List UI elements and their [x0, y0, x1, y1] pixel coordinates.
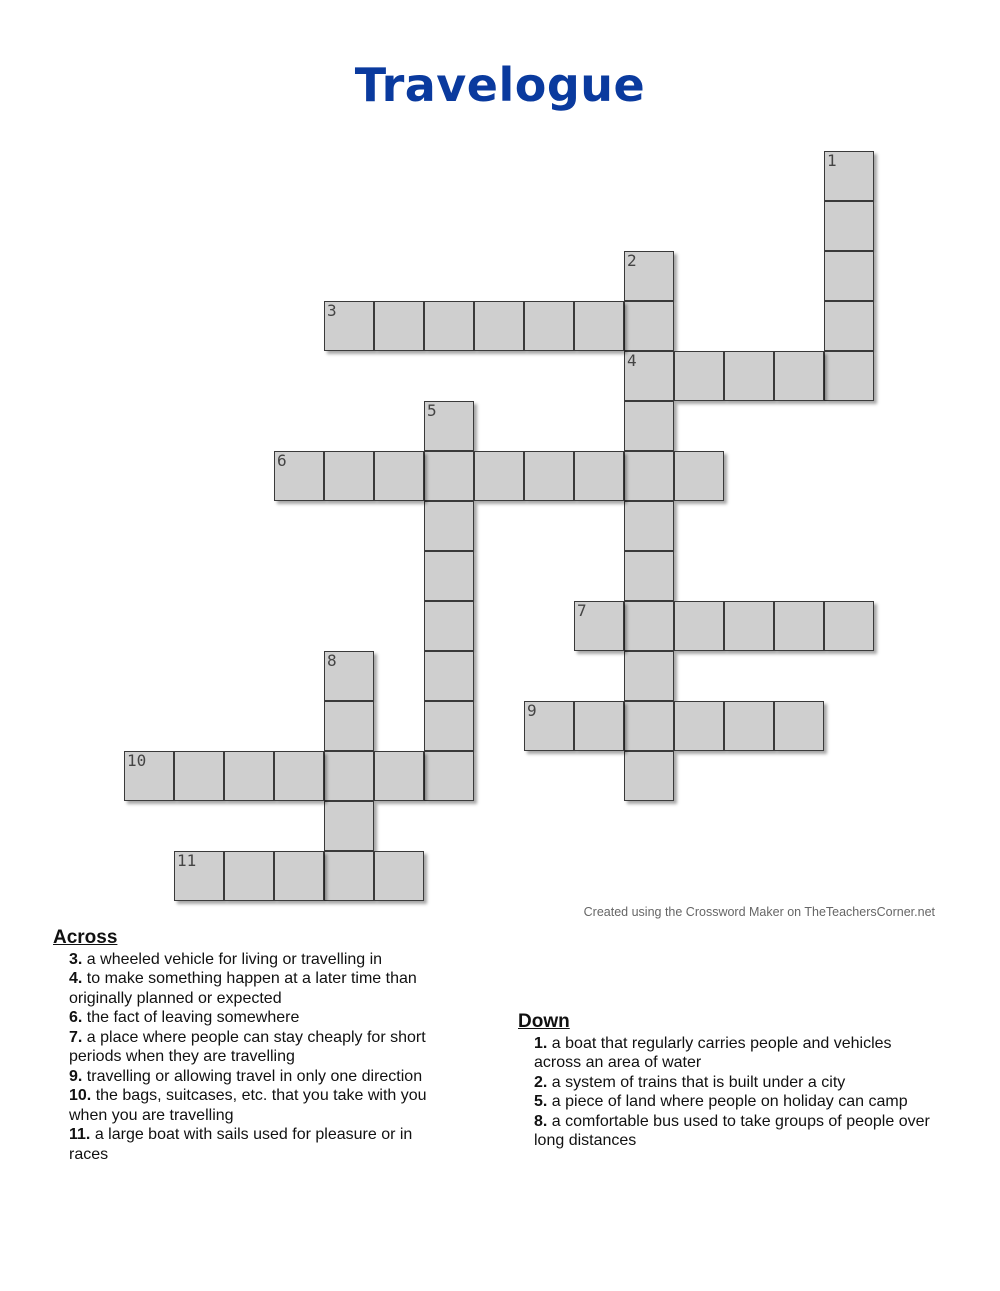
- grid-cell[interactable]: [524, 301, 574, 351]
- grid-cell[interactable]: [724, 351, 774, 401]
- down-clue-list: [518, 1034, 938, 1151]
- grid-cell[interactable]: [274, 751, 324, 801]
- grid-cell[interactable]: [124, 751, 174, 801]
- grid-cell[interactable]: [574, 601, 624, 651]
- cell-number: 4: [627, 351, 637, 370]
- grid-cell[interactable]: [774, 351, 824, 401]
- grid-cell[interactable]: [424, 751, 474, 801]
- grid-cell[interactable]: [824, 201, 874, 251]
- grid-cell[interactable]: [774, 601, 824, 651]
- grid-cell[interactable]: [374, 851, 424, 901]
- cell-number: 11: [177, 851, 197, 870]
- grid-cell[interactable]: [324, 851, 374, 901]
- grid-cell[interactable]: [174, 851, 224, 901]
- down-clue: [518, 1092, 938, 1112]
- clue-text: a comfortable bus used to take groups of people over long distances: [534, 1112, 930, 1149]
- grid-cell[interactable]: [424, 701, 474, 751]
- across-clue: [53, 1008, 453, 1028]
- across-clue: [53, 1067, 453, 1087]
- clue-number: 9.: [69, 1067, 83, 1085]
- clue-number: 6.: [69, 1009, 83, 1026]
- grid-cell[interactable]: [474, 451, 524, 501]
- clue-number: 8.: [534, 1112, 548, 1130]
- grid-cell[interactable]: [624, 451, 674, 501]
- grid-cell[interactable]: [424, 301, 474, 351]
- across-clue: [53, 969, 453, 1008]
- grid-cell[interactable]: [824, 601, 874, 651]
- grid-cell[interactable]: [624, 651, 674, 701]
- across-clue: [53, 1086, 453, 1125]
- grid-cell[interactable]: [624, 751, 674, 801]
- cell-number: 3: [327, 301, 337, 320]
- grid-cell[interactable]: [424, 601, 474, 651]
- down-clue: [518, 1112, 938, 1151]
- grid-cell[interactable]: [424, 451, 474, 501]
- grid-cell[interactable]: [374, 751, 424, 801]
- grid-cell[interactable]: [274, 451, 324, 501]
- grid-cell[interactable]: [624, 301, 674, 351]
- credit-line: Created using the Crossword Maker on TheTeachersCorner.net: [583, 905, 935, 919]
- grid-cell[interactable]: [624, 251, 674, 301]
- grid-cell[interactable]: [574, 301, 624, 351]
- grid-cell[interactable]: [324, 451, 374, 501]
- grid-cell[interactable]: [274, 851, 324, 901]
- grid-cell[interactable]: [624, 351, 674, 401]
- across-clue: [53, 950, 453, 970]
- grid-cell[interactable]: [424, 401, 474, 451]
- clue-number: 1.: [534, 1034, 548, 1052]
- grid-cell[interactable]: [374, 301, 424, 351]
- down-clue: [518, 1034, 938, 1073]
- grid-cell[interactable]: [624, 601, 674, 651]
- grid-cell[interactable]: [374, 451, 424, 501]
- grid-cell[interactable]: [824, 351, 874, 401]
- grid-cell[interactable]: [624, 701, 674, 751]
- grid-cell[interactable]: [824, 301, 874, 351]
- grid-cell[interactable]: [424, 651, 474, 701]
- clue-number: 3.: [69, 950, 83, 968]
- across-clue-list: [53, 950, 453, 1165]
- grid-cell[interactable]: [674, 351, 724, 401]
- clue-number: 11.: [69, 1126, 91, 1143]
- clue-text: travelling or allowing travel in only one direction: [86, 1067, 423, 1085]
- across-heading: Across: [53, 927, 118, 948]
- grid-cell[interactable]: [624, 551, 674, 601]
- grid-cell[interactable]: [324, 301, 374, 351]
- grid-cell[interactable]: [474, 301, 524, 351]
- clue-text: to make something happen at a later time than originally planned or expected: [69, 970, 417, 1007]
- grid-cell[interactable]: [224, 851, 274, 901]
- cell-number: 1: [827, 151, 837, 170]
- grid-cell[interactable]: [524, 701, 574, 751]
- grid-cell[interactable]: [724, 601, 774, 651]
- grid-cell[interactable]: [324, 701, 374, 751]
- grid-cell[interactable]: [824, 151, 874, 201]
- grid-cell[interactable]: [424, 501, 474, 551]
- grid-cell[interactable]: [624, 401, 674, 451]
- clue-text: a large boat with sails used for pleasure or in races: [69, 1126, 413, 1163]
- across-clues: [53, 928, 453, 1164]
- puzzle-title: Travelogue: [354, 58, 646, 112]
- grid-cell[interactable]: [724, 701, 774, 751]
- grid-cell[interactable]: [674, 601, 724, 651]
- cell-number: 5: [427, 401, 437, 420]
- cell-number: 2: [627, 251, 637, 270]
- down-clues: [518, 1012, 938, 1151]
- grid-cell[interactable]: [824, 251, 874, 301]
- grid-cell[interactable]: [324, 801, 374, 851]
- clue-number: 7.: [69, 1028, 83, 1046]
- clue-number: 4.: [69, 970, 83, 987]
- grid-cell[interactable]: [224, 751, 274, 801]
- clue-number: 5.: [534, 1093, 548, 1110]
- cell-number: 8: [327, 651, 337, 670]
- cell-number: 10: [127, 751, 147, 770]
- grid-cell[interactable]: [424, 551, 474, 601]
- clue-text: a piece of land where people on holiday can camp: [551, 1093, 908, 1110]
- clue-text: a system of trains that is built under a city: [551, 1073, 846, 1091]
- cell-number: 9: [527, 701, 537, 720]
- grid-cell[interactable]: [674, 701, 724, 751]
- clue-text: a place where people can stay cheaply for short periods when they are travelling: [69, 1028, 426, 1065]
- grid-cell[interactable]: [574, 451, 624, 501]
- grid-cell[interactable]: [174, 751, 224, 801]
- grid-cell[interactable]: [324, 651, 374, 701]
- cell-number: 6: [277, 451, 287, 470]
- across-clue: [53, 1028, 453, 1067]
- grid-cell[interactable]: [774, 701, 824, 751]
- clue-text: the bags, suitcases, etc. that you take with you when you are travelling: [69, 1087, 427, 1124]
- grid-cell[interactable]: [524, 451, 574, 501]
- clue-text: a boat that regularly carries people and vehicles across an area of water: [534, 1034, 892, 1071]
- across-clue: [53, 1125, 453, 1164]
- grid-cell[interactable]: [324, 751, 374, 801]
- down-clue: [518, 1073, 938, 1093]
- clue-number: 2.: [534, 1073, 548, 1091]
- grid-cell[interactable]: [674, 451, 724, 501]
- grid-cell[interactable]: [574, 701, 624, 751]
- clue-text: a wheeled vehicle for living or travelling in: [86, 950, 383, 968]
- down-heading: Down: [518, 1011, 570, 1032]
- grid-cell[interactable]: [624, 501, 674, 551]
- clue-text: the fact of leaving somewhere: [86, 1009, 300, 1026]
- cell-number: 7: [577, 601, 587, 620]
- clue-number: 10.: [69, 1087, 92, 1104]
